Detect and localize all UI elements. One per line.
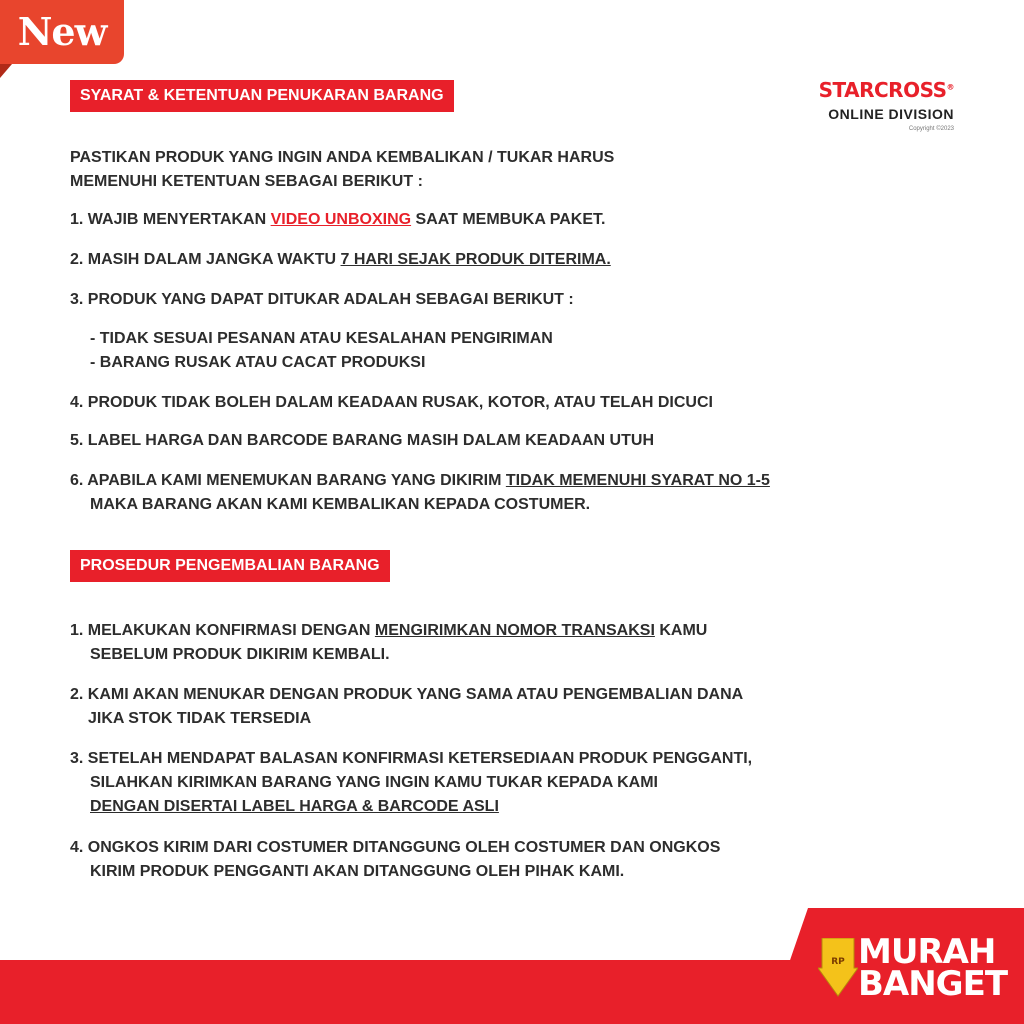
procedure-item-2: 2. KAMI AKAN MENUKAR DENGAN PRODUK YANG SAMA ATAU PENGEMBALIAN DANA <box>70 686 744 703</box>
brand-copyright: Copyright ©2023 <box>908 126 954 132</box>
terms-item-3-sub-2: - BARANG RUSAK ATAU CACAT PRODUKSI <box>90 354 426 371</box>
brand-division: ONLINE DIVISION <box>828 106 954 122</box>
section-title-terms: SYARAT & KETENTUAN PENUKARAN BARANG <box>70 80 454 112</box>
murah-line-2: BANGET <box>858 964 1008 1004</box>
procedure-item-1: 1. MELAKUKAN KONFIRMASI DENGAN MENGIRIMKAN NOMOR TRANSAKSI KAMU <box>70 622 708 639</box>
rp-label: RP <box>831 957 845 967</box>
terms-item-6: 6. APABILA KAMI MENEMUKAN BARANG YANG DIKIRIM TIDAK MEMENUHI SYARAT NO 1-5 <box>70 472 770 489</box>
procedure-item-3-line-3: DENGAN DISERTAI LABEL HARGA & BARCODE ASLI <box>90 798 499 815</box>
murah-line-1: MURAH <box>858 932 996 972</box>
new-badge: New <box>0 0 124 64</box>
terms-item-4: 4. PRODUK TIDAK BOLEH DALAM KEADAAN RUSAK, KOTOR, ATAU TELAH DICUCI <box>70 394 713 411</box>
procedure-item-3: 3. SETELAH MENDAPAT BALASAN KONFIRMASI KETERSEDIAAN PRODUK PENGGANTI, <box>70 750 753 767</box>
section-title-procedure: PROSEDUR PENGEMBALIAN BARANG <box>70 550 390 582</box>
brand-name: STARCROSS® <box>818 78 954 102</box>
murah-banget-logo <box>858 932 1008 1004</box>
terms-item-2: 2. MASIH DALAM JANGKA WAKTU 7 HARI SEJAK PRODUK DITERIMA. <box>70 251 611 268</box>
procedure-item-1-line-2: SEBELUM PRODUK DIKIRIM KEMBALI. <box>90 646 390 663</box>
terms-item-5: 5. LABEL HARGA DAN BARCODE BARANG MASIH DALAM KEADAAN UTUH <box>70 432 654 449</box>
procedure-item-2-line-2: JIKA STOK TIDAK TERSEDIA <box>88 710 312 727</box>
terms-item-1: 1. WAJIB MENYERTAKAN VIDEO UNBOXING SAAT MEMBUKA PAKET. <box>70 211 606 228</box>
price-down-arrow-icon <box>818 938 858 998</box>
video-unboxing-highlight: VIDEO UNBOXING <box>270 211 412 228</box>
intro-line-2: MEMENUHI KETENTUAN SEBAGAI BERIKUT : <box>70 173 423 190</box>
procedure-item-4-line-2: KIRIM PRODUK PENGGANTI AKAN DITANGGUNG OLEH PIHAK KAMI. <box>90 863 625 880</box>
new-badge-tail <box>0 64 12 78</box>
terms-item-3: 3. PRODUK YANG DAPAT DITUKAR ADALAH SEBAGAI BERIKUT : <box>70 291 574 308</box>
intro-line-1: PASTIKAN PRODUK YANG INGIN ANDA KEMBALIKAN / TUKAR HARUS <box>70 149 615 166</box>
brand-logo <box>819 78 954 132</box>
terms-item-3-sub-1: - TIDAK SESUAI PESANAN ATAU KESALAHAN PENGIRIMAN <box>90 330 553 347</box>
terms-item-6-line-2: MAKA BARANG AKAN KAMI KEMBALIKAN KEPADA COSTUMER. <box>90 496 591 513</box>
procedure-item-4: 4. ONGKOS KIRIM DARI COSTUMER DITANGGUNG OLEH COSTUMER DAN ONGKOS <box>70 839 721 856</box>
procedure-item-3-line-2: SILAHKAN KIRIMKAN BARANG YANG INGIN KAMU TUKAR KEPADA KAMI <box>90 774 658 791</box>
